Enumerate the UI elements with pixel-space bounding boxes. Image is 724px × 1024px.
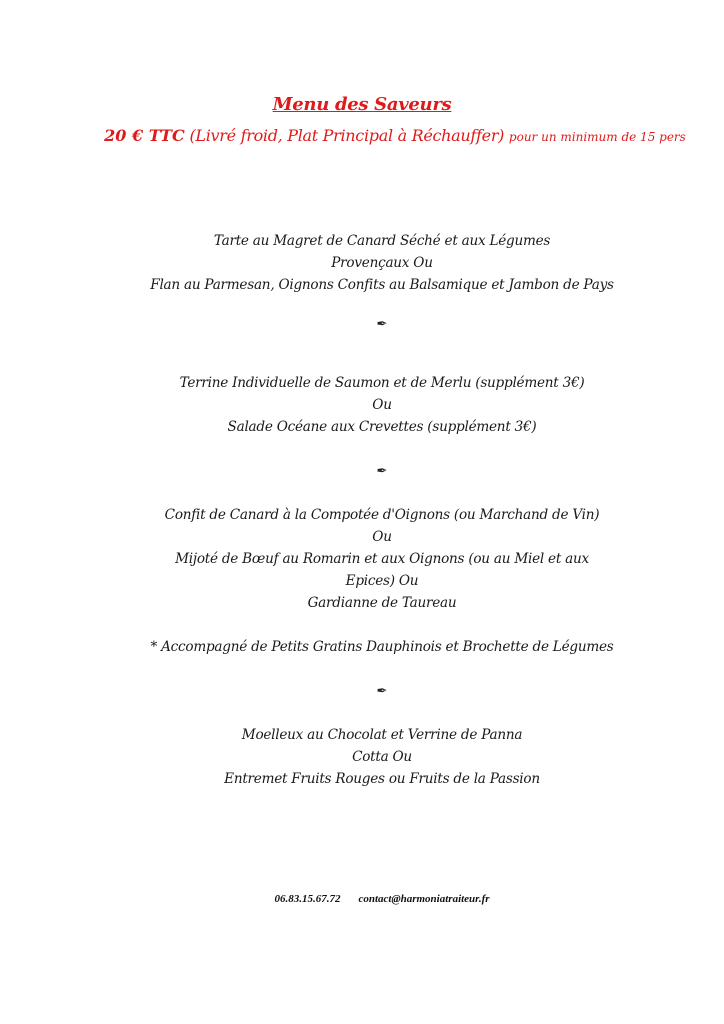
menu-line: Gardianne de Taureau — [307, 595, 457, 611]
starter-section — [0, 230, 724, 296]
menu-line: Epices) Ou — [345, 573, 419, 589]
menu-line: Terrine Individuelle de Saumon et de Merlu (supplément 3€) — [179, 375, 585, 391]
dessert-section — [0, 724, 724, 790]
menu-line: Ou — [372, 397, 392, 413]
menu-line: Cotta Ou — [352, 749, 412, 765]
phone-number: 06.83.15.67.72 — [274, 893, 341, 905]
menu-line: Mijoté de Bœuf au Romarin et aux Oignons (ou au Miel et aux — [175, 551, 589, 567]
menu-line: Ou — [372, 529, 392, 545]
menu-minimum: pour un minimum de 15 pers — [508, 130, 686, 144]
menu-price: 20 € TTC — [104, 126, 185, 145]
contact-email[interactable]: contact@harmoniatraiteur.fr — [358, 893, 490, 905]
menu-line: Flan au Parmesan, Oignons Confits au Balsamique et Jambon de Pays — [150, 277, 614, 293]
menu-subtitle — [0, 126, 724, 145]
menu-description: (Livré froid, Plat Principal à Réchauffer) — [184, 126, 509, 145]
fleuron-icon: ✒ — [376, 684, 388, 699]
main-course-section — [0, 504, 724, 614]
menu-line: Confit de Canard à la Compotée d'Oignons (ou Marchand de Vin) — [164, 507, 600, 523]
menu-line: Provençaux Ou — [331, 255, 433, 271]
menu-title: Menu des Saveurs — [272, 94, 452, 115]
fleuron-icon: ✒ — [376, 464, 388, 479]
menu-line: Moelleux au Chocolat et Verrine de Panna — [241, 727, 523, 743]
menu-line: Tarte au Magret de Canard Séché et aux Légumes — [213, 233, 551, 249]
fish-section — [0, 372, 724, 438]
fleuron-icon: ✒ — [376, 317, 388, 332]
side-dish-note — [0, 636, 724, 658]
menu-line: Salade Océane aux Crevettes (supplément 3€) — [227, 419, 537, 435]
menu-note: * Accompagné de Petits Gratins Dauphinois et Brochette de Légumes — [150, 639, 614, 655]
menu-line: Entremet Fruits Rouges ou Fruits de la Passion — [224, 771, 540, 787]
contact-footer — [0, 893, 724, 905]
